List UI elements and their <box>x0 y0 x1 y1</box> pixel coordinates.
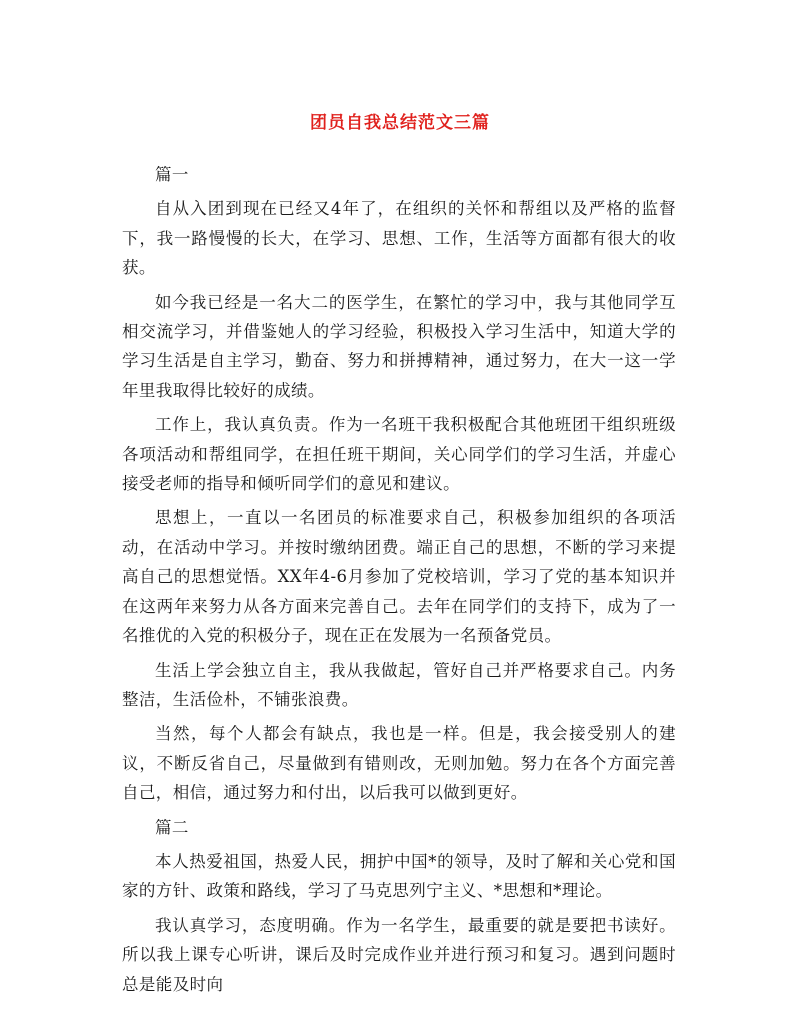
paragraph: 我认真学习，态度明确。作为一名学生，最重要的就是要把书读好。所以我上课专心听讲，课后及时完成作业并进行预习和复习。遇到问题时总是能及时向 <box>122 915 676 994</box>
document-title: 团员自我总结范文三篇 <box>310 113 490 133</box>
paragraph: 工作上，我认真负责。作为一名班干我积极配合其他班团干组织班级各项活动和帮组同学，在担任班干期间，关心同学们的学习生活，并虚心接受老师的指导和倾听同学们的意见和建议。 <box>122 415 676 494</box>
section-heading-2: 篇二 <box>155 817 189 837</box>
paragraph: 本人热爱祖国，热爱人民，拥护中国*的领导，及时了解和关心党和国家的方针、政策和路线，学习了马克思列宁主义、*思想和*理论。 <box>122 851 676 901</box>
paragraph: 如今我已经是一名大二的医学生，在繁忙的学习中，我与其他同学互相交流学习，并借鉴她人的学习经验，积极投入学习生活中，知道大学的学习生活是自主学习，勤奋、努力和拼搏精神，通过努力，在大一这一学年里我取得比较好的成绩。 <box>122 292 676 400</box>
paragraph: 自从入团到现在已经又4年了，在组织的关怀和帮组以及严格的监督下，我一路慢慢的长大，在学习、思想、工作，生活等方面都有很大的收获。 <box>122 199 676 278</box>
paragraph: 生活上学会独立自主，我从我做起，管好自己并严格要求自己。内务整洁，生活俭朴，不铺张浪费。 <box>122 660 676 709</box>
section-heading-1: 篇一 <box>155 165 189 184</box>
paragraph: 思想上，一直以一名团员的标准要求自己，积极参加组织的各项活动，在活动中学习。并按时缴纳团费。端正自己的思想，不断的学习来提高自己的思想觉悟。XX年4-6月参加了党校培训，学习了党的基本知识并在这两年来努力从各方面来完善自己。去年在同学们的支持下，成为了一名推优的入党的积极分子，现在正在发展为一名预备党员。 <box>122 508 676 646</box>
document-body <box>122 160 676 1004</box>
paragraph: 当然，每个人都会有缺点，我也是一样。但是，我会接受别人的建议，不断反省自己，尽量做到有错则改，无则加勉。努力在各个方面完善自己，相信，通过努力和付出，以后我可以做到更好。 <box>122 724 676 803</box>
